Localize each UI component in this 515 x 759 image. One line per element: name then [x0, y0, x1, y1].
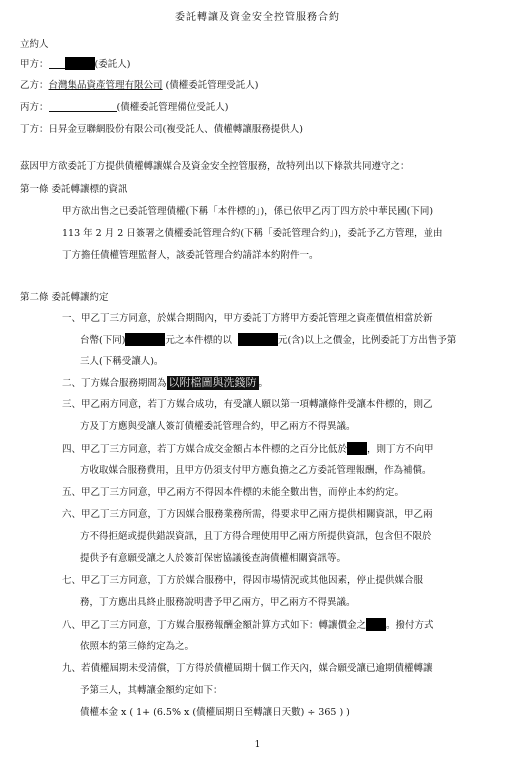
- clause-6-line-3: 提供予有意願受讓之人於簽訂保密協議後查詢債權相關資訊等。: [80, 553, 347, 564]
- clause-1-text-a: 台幣(下同): [80, 335, 126, 346]
- clause-6-line-2: 方不得拒絕或提供錯誤資訊，且丁方得合理使用甲乙兩方所提供資訊，包含但不限於: [80, 531, 432, 542]
- clause-8-text-b: 。撥付方式: [386, 620, 434, 631]
- party-bing-prefix: 丙方：: [20, 102, 49, 113]
- article-1-line-2: 113 年 2 月 2 日簽署之債權委託管理合約(下稱「委託管理合約」)，委託予乙方管理，並由: [62, 228, 443, 239]
- clause-1-text-c: 元(含)以上之價金，比例委託丁方出售予第: [277, 335, 457, 346]
- clause-4-text-b: ，則丁方不向甲: [367, 444, 434, 455]
- party-yi-prefix: 乙方：: [20, 80, 49, 91]
- clause-7-line-1: 七、甲乙丁三方同意，丁方於媒合服務中，得因市場情況或其他因素，停止提供媒合服: [62, 575, 424, 586]
- clause-1-line-1: 一、甲乙丁三方同意，於媒合期間內，甲方委託丁方將甲方委託管理之資產價值相當於新: [62, 313, 433, 324]
- clause-8-line-1: [62, 618, 434, 633]
- clause-3-line-2: 方及丁方應與受讓人簽訂債權委託管理合約，甲乙兩方不得異議。: [80, 421, 356, 432]
- blank-underline: [49, 100, 117, 112]
- clause-4-line-2: 方收取媒合服務費用，且甲方仍須支付甲方應負擔之乙方委託管理報酬，作為補償。: [80, 465, 432, 476]
- parties-heading: 立約人: [20, 39, 49, 50]
- intro-paragraph: 茲因甲方欲委託丁方提供債權轉讓媒合及資金安全控管服務，故特列出以下條款共同遵守之：: [20, 161, 410, 172]
- party-jia-line: [20, 57, 130, 72]
- article-1-line-1: 甲方欲出售之已委託管理債權(下稱「本件標的」)，係已依甲乙丙丁四方於中華民國(下同): [62, 206, 434, 217]
- clause-4-text-a: 四、甲乙丁三方同意，若丁方媒合成交金額占本件標的之百分比低於: [62, 444, 348, 455]
- party-yi-company: 台灣集品資產管理有限公司: [48, 80, 163, 91]
- party-ding-line: 丁方：日昇金豆聯網股份有限公司(複受託人、債權轉讓服務提供人): [20, 124, 303, 135]
- clause-7-line-2: 務，丁方應出具終止服務說明書予甲乙兩方，甲乙兩方不得異議。: [80, 597, 356, 608]
- clause-9-line-1: 九、若債權屆期未受清償，丁方得於債權屆期十個工作天內，媒合願受讓已逾期債權轉讓: [62, 663, 433, 674]
- clause-1-text-b: 元之本件標的以: [165, 335, 232, 346]
- party-yi-role: (債權委託管理受託人): [162, 80, 259, 91]
- clause-1-line-3: 三人(下稱受讓人)。: [80, 356, 164, 367]
- clause-8-text-a: 八、甲乙丁三方同意，丁方媒合服務報酬金額計算方式如下：轉讓價金之: [62, 620, 367, 631]
- clause-6-line-1: 六、甲乙丁三方同意，丁方因媒合服務業務所需，得要求甲乙兩方提供相關資訊，甲乙兩: [62, 509, 433, 520]
- clause-9-formula: 債權本金 x ( 1+ (6.5% x (債權屆期日至轉讓日天數) ÷ 365 ) ): [80, 707, 350, 718]
- clause-4-line-1: [62, 442, 434, 457]
- blank-underline: [49, 57, 65, 69]
- clause-8-line-2: 依照本約第三條約定為之。: [80, 641, 195, 652]
- clause-5-line: 五、甲乙丁三方同意，甲乙兩方不得因本件標的未能全數出售，而停止本約約定。: [62, 487, 405, 498]
- party-jia-prefix: 甲方：: [20, 59, 49, 70]
- article-1-line-3: 丁方擔任債權管理監督人，該委託管理合約請詳本約附件一。: [62, 250, 319, 261]
- article-1-heading: 第一條 委託轉讓標的資訊: [20, 184, 128, 195]
- party-bing-role: (債權委託管理備位受託人): [116, 102, 229, 113]
- party-yi-line: [20, 79, 258, 93]
- party-jia-role: (委託人): [94, 59, 131, 70]
- redaction-block: [65, 57, 95, 70]
- clause-1-line-2: [80, 333, 456, 348]
- clause-2-line: 二、丁方媒合服務期間為 以附檔圖與洗錢防 。: [62, 376, 269, 389]
- document-title: 委託轉讓及資金安全控管服務合約: [175, 12, 340, 23]
- redaction-block: [366, 618, 386, 631]
- redaction-block: [347, 442, 367, 455]
- party-bing-line: [20, 100, 228, 115]
- article-2-heading: 第二條 委託轉讓約定: [20, 292, 109, 303]
- redacted-stamp-text: 以附檔圖與洗錢防: [168, 376, 257, 389]
- redaction-block: [238, 333, 278, 346]
- redaction-block: [125, 333, 165, 346]
- clause-3-line-1: 三、甲乙兩方同意，若丁方媒合成功，有受讓人願以第一項轉讓條件受讓本件標的，則乙: [62, 399, 433, 410]
- page-number: 1: [254, 740, 261, 750]
- clause-2-text: 二、丁方媒合服務期間為: [62, 378, 167, 389]
- clause-9-line-2: 予第三人，其轉讓金額約定如下：: [80, 685, 223, 696]
